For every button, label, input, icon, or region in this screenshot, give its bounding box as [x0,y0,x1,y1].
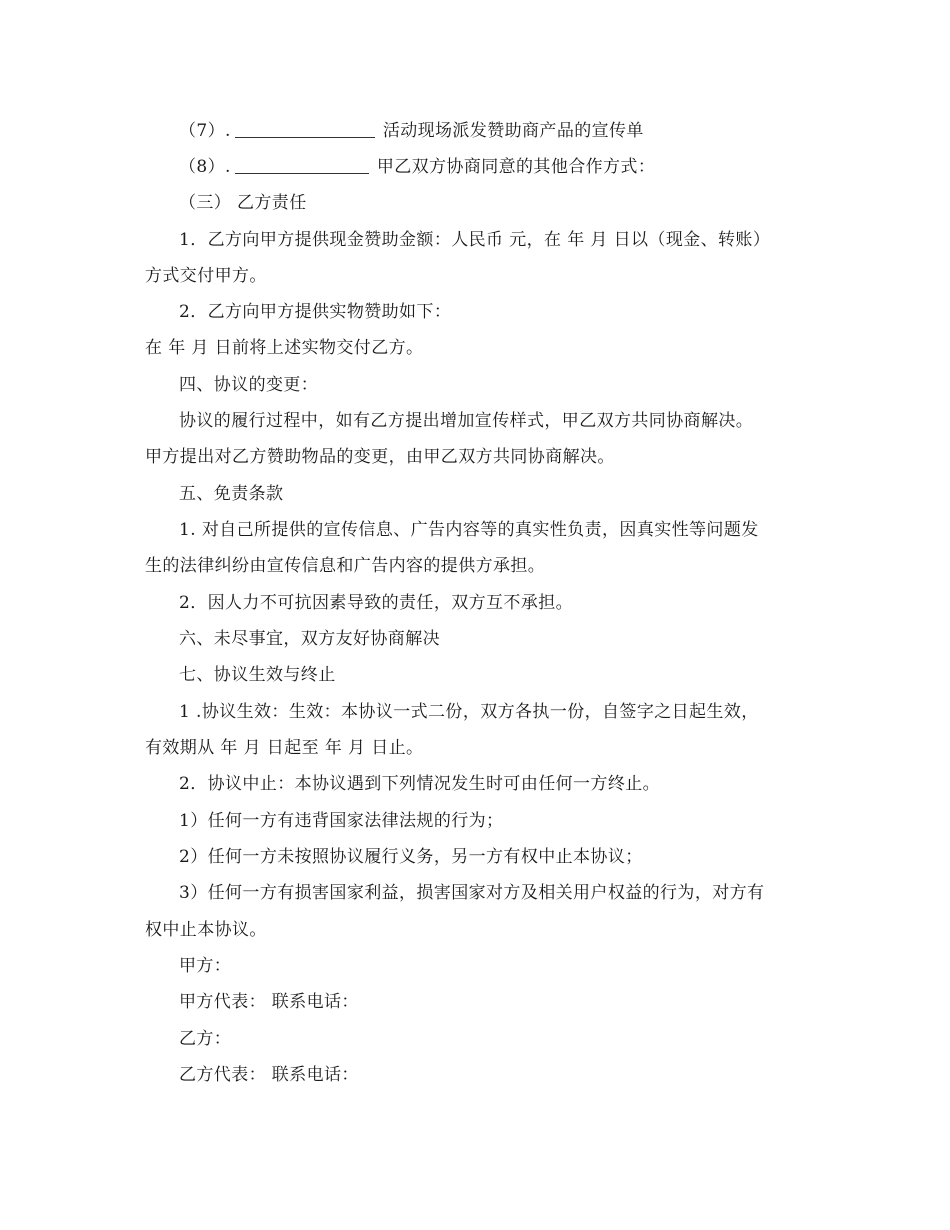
party-b-label: 乙方： [179,1029,232,1049]
party-a-label: 甲方： [179,956,232,976]
section-7-clause-3-line-2: 权中止本协议。 [145,920,267,940]
section-5-heading: 五、免责条款 [179,484,284,504]
section-3-para-3: 在 年 月 日前将上述实物交付乙方。 [145,338,424,358]
section-3-para-2: 2．乙方向甲方提供实物赞助如下： [179,302,452,322]
item-8-text: 甲乙双方协商同意的其他合作方式： [376,157,656,177]
section-7-clause-3-line-1: 3）任何一方有损害国家利益，损害国家对方及相关用户权益的行为，对方有 [179,883,765,903]
party-a-representative: 甲方代表： 联系电话： [179,992,359,1012]
section-3-heading: （三） 乙方责任 [179,193,307,213]
section-7-heading: 七、协议生效与终止 [179,665,336,685]
section-5-para-1-line-1: 1. 对自己所提供的宣传信息、广告内容等的真实性负责，因真实性等问题发 [179,520,759,540]
section-7-clause-2: 2）任何一方未按照协议履行义务，另一方有权中止本协议； [179,847,643,867]
section-7-para-1-line-1: 1 .协议生效：生效：本协议一式二份，双方各执一份，自签字之日起生效， [179,702,759,722]
section-7-para-2: 2．协议中止：本协议遇到下列情况发生时可由任何一方终止。 [179,774,661,794]
item-8-line [179,156,859,178]
section-5-para-1-line-2: 生的法律纠纷由宣传信息和广告内容的提供方承担。 [145,556,546,576]
item-7-fill-blank [235,121,375,138]
section-4-para-1-line-1: 协议的履行过程中，如有乙方提出增加宣传样式，甲乙双方共同协商解决。 [179,411,754,431]
item-7-number: （7）. [179,121,231,141]
section-3-para-1-line-1: 1．乙方向甲方提供现金赞助金额：人民币 元，在 年 月 日以（现金、转账） [179,230,771,250]
section-7-para-1-line-2: 有效期从 年 月 日起至 年 月 日止。 [145,738,424,758]
section-4-heading: 四、协议的变更： [179,375,319,395]
section-5-para-2: 2．因人力不可抗因素导致的责任，双方互不承担。 [179,593,574,613]
section-7-clause-1: 1）任何一方有违背国家法律法规的行为； [179,811,504,831]
section-3-para-1-line-2: 方式交付甲方。 [145,266,267,286]
item-7-line [179,120,859,142]
item-7-text: 活动现场派发赞助商产品的宣传单 [382,121,644,141]
section-6-heading: 六、未尽事宜，双方友好协商解决 [179,629,440,649]
item-8-number: （8）. [179,157,231,177]
section-4-para-1-line-2: 甲方提出对乙方赞助物品的变更，由甲乙双方共同协商解决。 [145,447,615,467]
item-8-fill-blank [235,157,369,174]
party-b-representative: 乙方代表： 联系电话： [179,1065,359,1085]
